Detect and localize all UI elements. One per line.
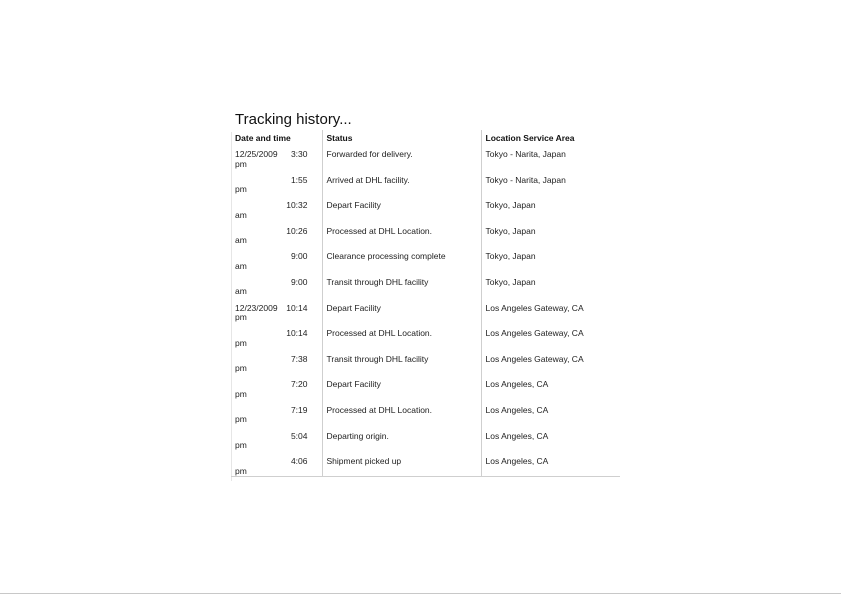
cell-location: Los Angeles Gateway, CA	[485, 302, 584, 313]
table-row	[231, 275, 620, 301]
table-row	[231, 173, 620, 199]
cell-date-and-time	[231, 249, 322, 275]
row-ampm: am	[235, 286, 247, 297]
table-row	[231, 249, 620, 275]
header-date-and-time: Date and time	[231, 130, 322, 147]
cell-location: Tokyo - Narita, Japan	[485, 149, 566, 159]
row-time: 10:14	[286, 328, 308, 339]
row-time: 10:32	[286, 200, 308, 211]
cell-status: Processed at DHL Location.	[322, 326, 481, 352]
tracking-table	[231, 130, 620, 477]
cell-status: Departing origin.	[322, 429, 481, 455]
cell-date-and-time	[231, 326, 322, 352]
row-ampm: pm	[235, 414, 247, 425]
cell-location: Los Angeles Gateway, CA	[485, 328, 584, 339]
table-row	[231, 403, 620, 429]
table-header-row	[231, 130, 620, 147]
row-ampm: am	[235, 235, 247, 246]
cell-status: Transit through DHL facility	[322, 352, 481, 378]
cell-location: Los Angeles Gateway, CA	[485, 353, 584, 364]
row-ampm: pm	[235, 465, 247, 476]
row-ampm: pm	[235, 337, 247, 348]
cell-date-and-time	[231, 275, 322, 301]
row-time: 4:06	[290, 456, 308, 467]
table-row	[231, 147, 620, 173]
row-time: 7:19	[290, 404, 308, 415]
header-status: Status	[322, 130, 481, 147]
cell-status: Processed at DHL Location.	[322, 224, 481, 250]
cell-status: Transit through DHL facility	[322, 275, 481, 301]
cell-location: Tokyo, Japan	[485, 276, 536, 287]
row-ampm: pm	[235, 158, 247, 169]
cell-date-and-time	[231, 403, 322, 429]
tracking-history-section	[231, 111, 620, 477]
cell-date-and-time	[231, 352, 322, 378]
cell-status: Depart Facility	[322, 198, 481, 224]
row-ampm: pm	[235, 184, 247, 195]
cell-status: Forwarded for delivery.	[322, 147, 481, 173]
row-ampm: pm	[235, 440, 247, 451]
row-time: 9:00	[290, 276, 308, 287]
row-date: 12/25/2009	[235, 149, 278, 159]
table-row	[231, 301, 620, 327]
cell-status: Processed at DHL Location.	[322, 403, 481, 429]
cell-date-and-time	[231, 377, 322, 403]
cell-status: Arrived at DHL facility.	[322, 173, 481, 199]
table-row	[231, 352, 620, 378]
cell-date-and-time	[231, 147, 322, 173]
page-bottom-divider	[0, 593, 841, 594]
cell-status: Clearance processing complete	[322, 249, 481, 275]
header-location: Location Service Area	[485, 133, 575, 143]
row-time: 1:55	[290, 174, 308, 185]
table-row	[231, 224, 620, 250]
cell-status: Depart Facility	[322, 301, 481, 327]
row-time: 7:20	[290, 379, 308, 390]
cell-date-and-time	[231, 224, 322, 250]
table-row	[231, 454, 620, 477]
row-ampm: am	[235, 209, 247, 220]
cell-location: Tokyo, Japan	[485, 225, 536, 236]
cell-location: Los Angeles, CA	[485, 430, 549, 441]
cell-status: Shipment picked up	[322, 454, 481, 477]
row-time: 3:30	[290, 149, 308, 159]
row-time: 5:04	[290, 430, 308, 441]
row-ampm: pm	[235, 388, 247, 399]
page-title: Tracking history...	[235, 111, 352, 128]
table-row	[231, 198, 620, 224]
cell-location: Los Angeles, CA	[481, 454, 620, 477]
cell-location: Los Angeles, CA	[485, 379, 549, 390]
cell-date-and-time	[231, 198, 322, 224]
cell-status: Depart Facility	[322, 377, 481, 403]
cell-location: Los Angeles, CA	[485, 404, 549, 415]
cell-date-and-time	[231, 454, 322, 477]
row-date: 12/23/2009	[235, 302, 278, 313]
table-row	[231, 429, 620, 455]
cell-location: Tokyo - Narita, Japan	[485, 174, 566, 185]
cell-date-and-time	[231, 173, 322, 199]
cell-location: Tokyo, Japan	[485, 251, 536, 262]
row-time: 10:14	[286, 302, 308, 313]
row-ampm: pm	[235, 312, 247, 323]
cell-location: Tokyo, Japan	[485, 200, 536, 211]
cell-date-and-time	[231, 301, 322, 327]
row-time: 10:26	[286, 225, 308, 236]
row-time: 7:38	[290, 353, 308, 364]
row-ampm: pm	[235, 363, 247, 374]
row-time: 9:00	[290, 251, 308, 262]
table-row	[231, 377, 620, 403]
row-ampm: am	[235, 260, 247, 271]
table-row	[231, 326, 620, 352]
cell-date-and-time	[231, 429, 322, 455]
